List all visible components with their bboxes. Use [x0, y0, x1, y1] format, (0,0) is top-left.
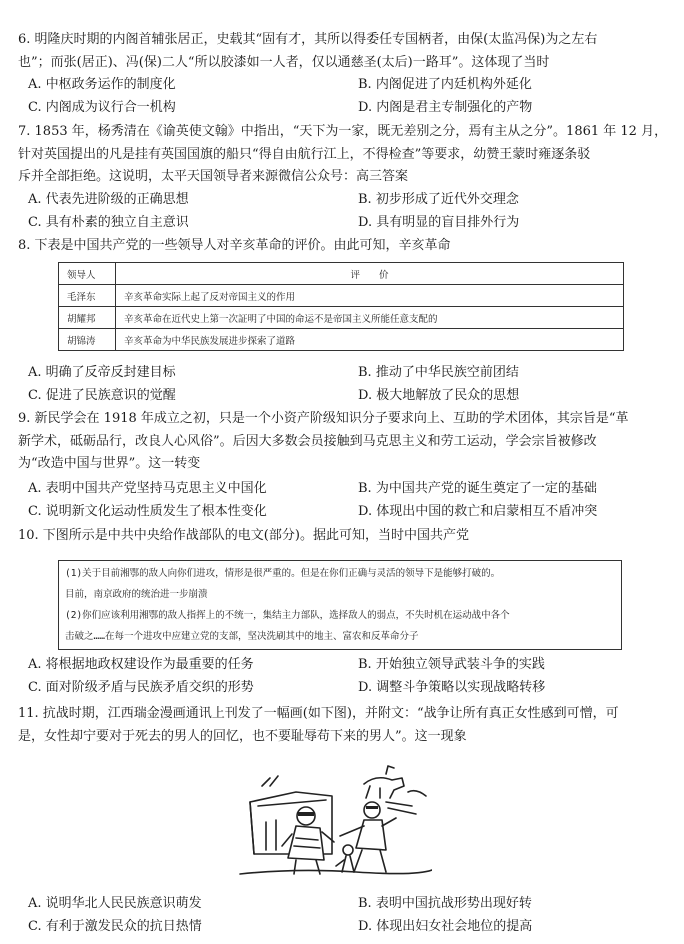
question-6-options [28, 74, 648, 119]
question-line: 针对英国提出的凡是挂有英国国旗的船只“得自由航行江上，不得检查”等要求，幼赞王蒙时雍逐条驳 [18, 146, 591, 162]
question-7-stem [18, 121, 668, 189]
question-8-stem [18, 235, 668, 258]
telegram-excerpt-box [58, 560, 622, 650]
option-d[interactable]: D. 调整斗争策略以实现战略转移 [358, 679, 546, 695]
telegram-line: (1)关于目前湘鄂的敌人向你们进攻，情形是很严重的。但是在你们正确与灵活的领导下是能够打破的。 [65, 568, 501, 579]
option-a[interactable]: A. 表明中国共产党坚持马克思主义中国化 [28, 481, 267, 496]
question-line: 7. 1853 年，杨秀清在《谕英使文翰》中指出，“天下为一家，既无差别之分，焉有主从之分”。1861 年 12 月， [18, 124, 668, 139]
question-11-options [28, 893, 648, 938]
question-line: 是，女性却宁要对于死去的男人的回忆，也不要耻辱苟下来的男人”。这一现象 [18, 728, 467, 744]
option-d[interactable]: D. 具有明显的盲目排外行为 [358, 214, 520, 230]
question-9-stem [18, 408, 668, 476]
table-cell: 辛亥革命实际上起了反对帝国主义的作用 [116, 285, 624, 307]
wartime-cartoon-illustration [236, 762, 432, 880]
option-b[interactable]: B. 推动了中华民族空前团结 [358, 365, 519, 380]
option-a[interactable]: A. 说明华北人民民族意识萌发 [28, 896, 202, 911]
option-b[interactable]: B. 初步形成了近代外交理念 [358, 192, 519, 207]
question-line: 斥并全部拒绝。这说明，太平天国领导者来源微信公众号：高三答案 [18, 169, 409, 184]
table-cell: 辛亥革命在近代史上第一次証明了中国的命运不是帝国主义所能任意支配的 [116, 307, 624, 329]
option-a[interactable]: A. 代表先进阶级的正确思想 [28, 192, 189, 207]
question-6-stem [18, 29, 668, 74]
option-d[interactable]: D. 极大地解放了民众的思想 [358, 387, 520, 403]
option-c[interactable]: C. 内阁成为议行合一机构 [28, 99, 176, 115]
option-a[interactable]: A. 明确了反帝反封建目标 [28, 365, 176, 380]
option-b[interactable]: B. 表明中国抗战形势出现好转 [358, 896, 532, 911]
question-line: 也”；而张(居正)、冯(保)二人“所以胶漆如一人者，仅以通慈圣(太后)一路耳”。这体现了当时 [18, 54, 550, 70]
option-b[interactable]: B. 开始独立领导武装斗争的实践 [358, 657, 545, 672]
question-line: 9. 新民学会在 1918 年成立之初，只是一个小资产阶级知识分子要求向上、互助的学术团体，其宗旨是“革 [18, 411, 629, 426]
table-header-row [59, 263, 624, 285]
table-cell: 辛亥革命为中华民族发展进步探索了道路 [116, 329, 624, 351]
telegram-line: 目前，南京政府的统治进一步崩溃 [65, 589, 208, 600]
table-cell: 毛泽东 [59, 285, 116, 307]
question-line: 8. 下表是中国共产党的一些领导人对辛亥革命的评价。由此可知，辛亥革命 [18, 238, 451, 253]
table-header-cell: 领导人 [59, 263, 116, 285]
option-c[interactable]: C. 有利于激发民众的抗日热情 [28, 918, 202, 934]
question-line: 10. 下图所示是中共中央给作战部队的电文(部分)。据此可知，当时中国共产党 [18, 528, 469, 543]
question-line: 新学术，砥砺品行，改良人心风俗”。后因大多数会员接触到马克思主义和劳工运动，学会宗旨被修改 [18, 433, 597, 449]
option-b[interactable]: B. 内阁促进了内廷机构外延化 [358, 77, 532, 92]
question-7-options [28, 189, 648, 234]
option-a[interactable]: A. 中枢政务运作的制度化 [28, 77, 176, 92]
option-d[interactable]: D. 体现出妇女社会地位的提高 [358, 918, 533, 934]
table-cell: 胡锦涛 [59, 329, 116, 351]
question-line: 为“改造中国与世界”。这一转变 [18, 456, 201, 471]
table-row [59, 329, 624, 351]
option-a[interactable]: A. 将根据地政权建设作为最重要的任务 [28, 657, 254, 672]
option-c[interactable]: C. 面对阶级矛盾与民族矛盾交织的形势 [28, 679, 254, 695]
leaders-evaluation-table [58, 262, 624, 351]
option-b[interactable]: B. 为中国共产党的诞生奠定了一定的基础 [358, 481, 597, 496]
question-9-options [28, 478, 648, 523]
table-row [59, 285, 624, 307]
option-d[interactable]: D. 内阁是君主专制强化的产物 [358, 99, 533, 115]
question-line: 6. 明隆庆时期的内阁首辅张居正，史载其“固有才，其所以得委任专国柄者，由保(太监冯保)为之左右 [18, 32, 598, 47]
question-10-stem [18, 525, 668, 548]
table-header-cell: 评 价 [116, 263, 624, 285]
table-cell: 胡耀邦 [59, 307, 116, 329]
table-row [59, 307, 624, 329]
option-c[interactable]: C. 促进了民族意识的觉醒 [28, 387, 176, 403]
question-line: 11. 抗战时期，江西瑞金漫画通讯上刊发了一幅画(如下图)，并附文：“战争让所有真正女性感到可憎，可 [18, 706, 619, 721]
option-c[interactable]: C. 具有朴素的独立自主意识 [28, 214, 189, 230]
telegram-line: (2)你们应该利用湘鄂的敌人指挥上的不统一，集结主力部队，选择敌人的弱点，不失时机在运动战中各个 [65, 610, 510, 621]
option-d[interactable]: D. 体现出中国的救亡和启蒙相互不盾冲突 [358, 503, 598, 519]
telegram-line: 击破之……在每一个进攻中应建立党的支部，坚决洗刷其中的地主、富农和反革命分子 [65, 631, 419, 642]
question-8-options [28, 362, 648, 407]
option-c[interactable]: C. 说明新文化运动性质发生了根本性变化 [28, 503, 267, 519]
question-10-options [28, 654, 648, 699]
question-11-stem [18, 703, 668, 748]
